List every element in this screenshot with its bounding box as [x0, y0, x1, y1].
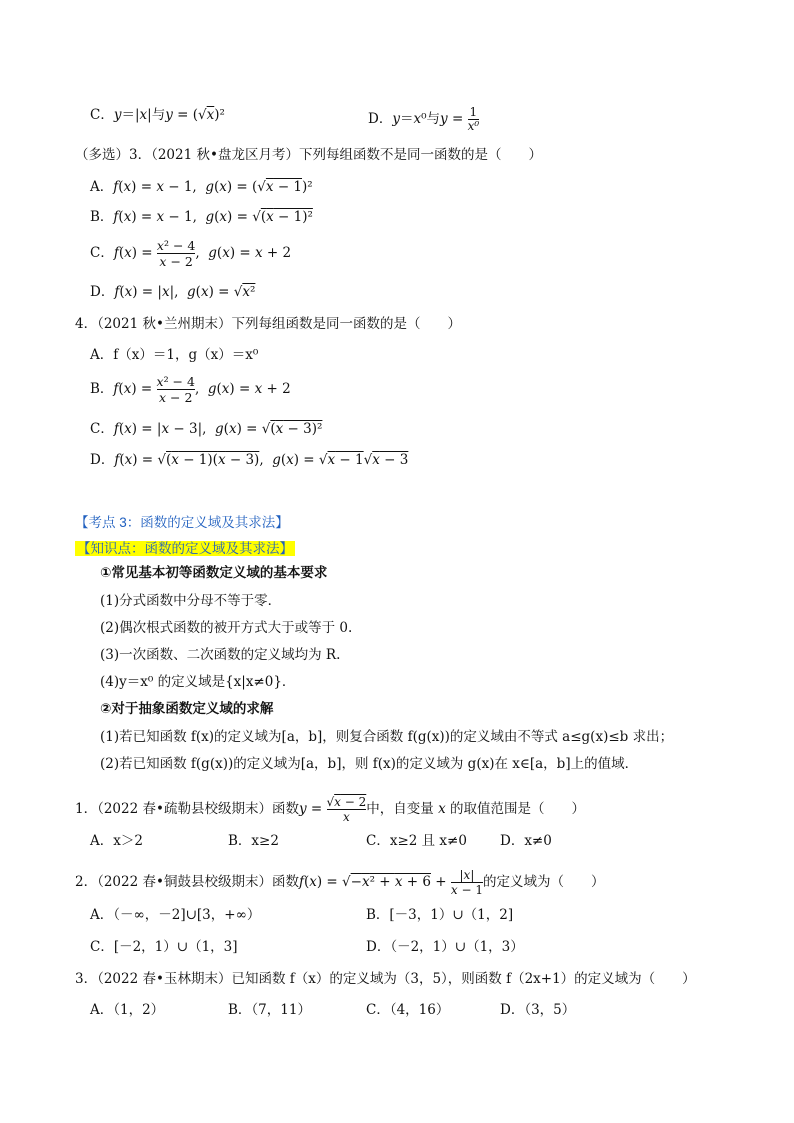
knowledge-1-heading: ①常见基本初等函数定义域的基本要求: [100, 565, 328, 580]
knowledge-1-item-2: (2)偶次根式函数的被开方式大于或等于 0.: [100, 620, 353, 636]
problem-1-option-b: B．x≥2: [228, 833, 279, 849]
problem-2-option-c: C．[－2，1）∪（1，3]: [90, 939, 238, 955]
problem-3-option-a: A．（1，2）: [90, 1002, 165, 1018]
question-3-option-a: A．f(x) = x − 1, g(x) = (√x − 1)²: [90, 179, 313, 195]
knowledge-1-item-4: (4)y＝x⁰ 的定义域是{x|x≠0}．: [100, 674, 296, 690]
question-4-option-d: D．f(x) = √(x − 1)(x − 3), g(x) = √x − 1√x − 3: [90, 452, 409, 468]
option-d: D．y＝x⁰与y = $\frac{1}{\text{x⁰}}$: [368, 105, 480, 133]
problem-3-stem: 3．（2022 春•玉林期末）已知函数 f（x）的定义域为（3，5），则函数 f（2x+1）的定义域为（ ）: [75, 971, 696, 987]
knowledge-point-highlight: 【知识点：函数的定义域及其求法】: [77, 541, 293, 556]
question-3-option-b: B．f(x) = x − 1, g(x) = √(x − 1)²: [90, 209, 313, 225]
problem-1-option-c: C．x≥2 且 x≠0: [366, 833, 467, 849]
knowledge-2-item-1: (1)若已知函数 f(x)的定义域为[a，b]，则复合函数 f(g(x))的定义域由不等式 a≤g(x)≤b 求出；: [100, 729, 674, 745]
problem-2-stem: 2．（2022 春•铜鼓县校级期末）函数f(x) = √−x² + x + 6 + $\frac{|x|}{x - 1}$ 的定义域为（ ）: [75, 868, 605, 897]
problem-2-option-b: B．[－3，1）∪（1，2]: [366, 907, 514, 923]
knowledge-1-item-3: (3)一次函数、二次函数的定义域均为 R.: [100, 647, 341, 663]
problem-3-option-c: C．（4，16）: [366, 1002, 450, 1018]
problem-3-option-b: B．（7，11）: [228, 1002, 311, 1018]
section-heading: 【考点 3：函数的定义域及其求法】: [75, 515, 289, 530]
question-4-option-c: C．f(x) = |x − 3|, g(x) = √(x − 3)²: [90, 421, 323, 437]
problem-3-option-d: D．（3，5）: [500, 1002, 576, 1018]
option-c-text: C．y＝|x|与y = (√x)²: [90, 107, 225, 123]
question-3-stem: （多选）3．（2021 秋•盘龙区月考）下列每组函数不是同一函数的是（ ）: [75, 147, 542, 163]
question-4-option-a: A．f（x）＝1，g（x）＝x⁰: [90, 347, 259, 363]
knowledge-2-item-2: (2)若已知函数 f(g(x))的定义域为[a，b]，则 f(x)的定义域为 g(x)在 x∈[a，b]上的值域．: [100, 756, 639, 772]
problem-1-stem: 1．（2022 春•疏勒县校级期末）函数y = $\frac{√x - 2}{x}$ 中，自变量 x 的取值范围是（ ）: [75, 795, 585, 824]
question-4-option-b: B．f(x) = $\frac{\text{x² − 4}}{x - 2}$ , g(x) = x + 2: [90, 374, 291, 405]
question-4-stem: 4．（2021 秋•兰州期末）下列每组函数是同一函数的是（ ）: [75, 316, 461, 332]
knowledge-2-heading: ②对于抽象函数定义域的求解: [100, 701, 274, 716]
problem-1-option-d: D．x≠0: [500, 833, 552, 849]
question-3-option-c: C．f(x) = $\frac{\text{x² − 4}}{x - 2}$ , g(x) = x + 2: [90, 238, 292, 269]
question-3-option-d: D．f(x) = |x|, g(x) = √x²: [90, 284, 256, 300]
problem-1-option-a: A．x＞2: [90, 833, 143, 849]
knowledge-1-item-1: (1)分式函数中分母不等于零．: [100, 593, 282, 609]
problem-2-option-d: D．（－2，1）∪（1，3）: [366, 939, 524, 955]
option-c: [90, 106, 225, 124]
knowledge-point-label: [75, 540, 295, 558]
problem-2-option-a: A．（－∞，－2]∪[3，+∞）: [90, 907, 261, 923]
